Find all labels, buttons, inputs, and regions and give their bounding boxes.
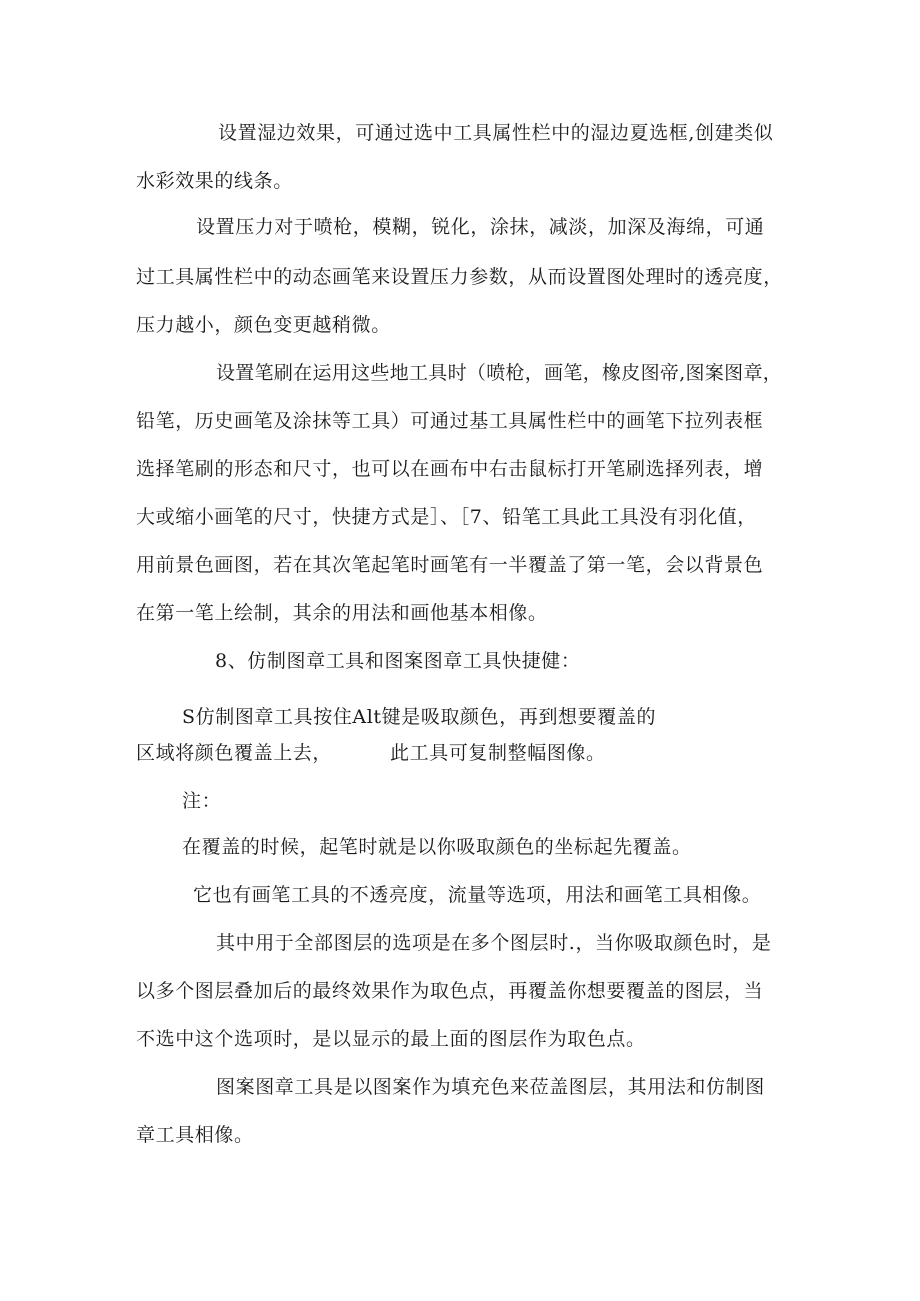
text-line: 章工具相像。 [136, 1124, 254, 1146]
text-line: 设置湿边效果，可通过选中工具属性栏中的湿边夏选框,创建类似 [218, 122, 774, 144]
text-line: 设置压力对于喷枪，模糊，锐化，涂抹，减淡，加深及海绵，可通 [196, 216, 765, 238]
text-line: 铅笔，历史画笔及涂抹等工具）可通过基工具属性栏中的画笔下拉列表框 [136, 410, 764, 432]
section-heading: 8、仿制图章工具和图案图章工具快捷健： [215, 650, 581, 672]
text-line: 水彩效果的线条。 [136, 170, 293, 192]
note-body: 在覆盖的时候，起笔时就是以你吸取颜色的坐标起先覆盖。 [182, 836, 692, 858]
text-line: 它也有画笔工具的不透亮度，流量等选项，用法和画笔工具相像。 [193, 884, 762, 906]
text-line: 过工具属性栏中的动态画笔来设置压力参数，从而设置图处理时的透亮度， [136, 266, 783, 288]
text-line: 选择笔刷的形态和尺寸，也可以在画布中右击鼠标打开笔刷选择列表，增 [136, 458, 764, 480]
text-line: S仿制图章工具按住Alt键是吸取颜色，再到想要覆盖的 [182, 706, 657, 728]
text-line: 压力越小，颜色变更越稍微。 [136, 314, 391, 336]
text-line: 以多个图层叠加后的最终效果作为取色点，再覆盖你想要覆盖的图层，当 [136, 980, 764, 1002]
note-label: 注： [182, 790, 222, 812]
text-line: 不选中这个选项时，是以显示的最上面的图层作为取色点。 [136, 1028, 646, 1050]
text-line: 在第一笔上绘制，其余的用法和画他基本相像。 [136, 602, 548, 624]
text-line: 用前景色画图，若在其次笔起笔时画笔有一半覆盖了第一笔，会以背景色 [136, 554, 764, 576]
text-line: 图案图章工具是以图案作为填充色来莅盖图层，其用法和仿制图 [216, 1076, 765, 1098]
text-line: 大或缩小画笔的尺寸，快捷方式是］、［7、铅笔工具此工具没有羽化值， [136, 506, 757, 528]
text-line: 其中用于全部图层的选项是在多个图层时.，当你吸取颜色时，是 [216, 932, 772, 954]
text-line [136, 739, 606, 767]
text-line: 设置笔刷在运用这些地工具时（喷枪，画笔，橡皮图帝,图案图章， [216, 362, 783, 384]
text-fragment: 区域将颜色覆盖上去， [136, 742, 333, 764]
text-fragment: 此工具可复制整幅图像。 [390, 742, 606, 764]
